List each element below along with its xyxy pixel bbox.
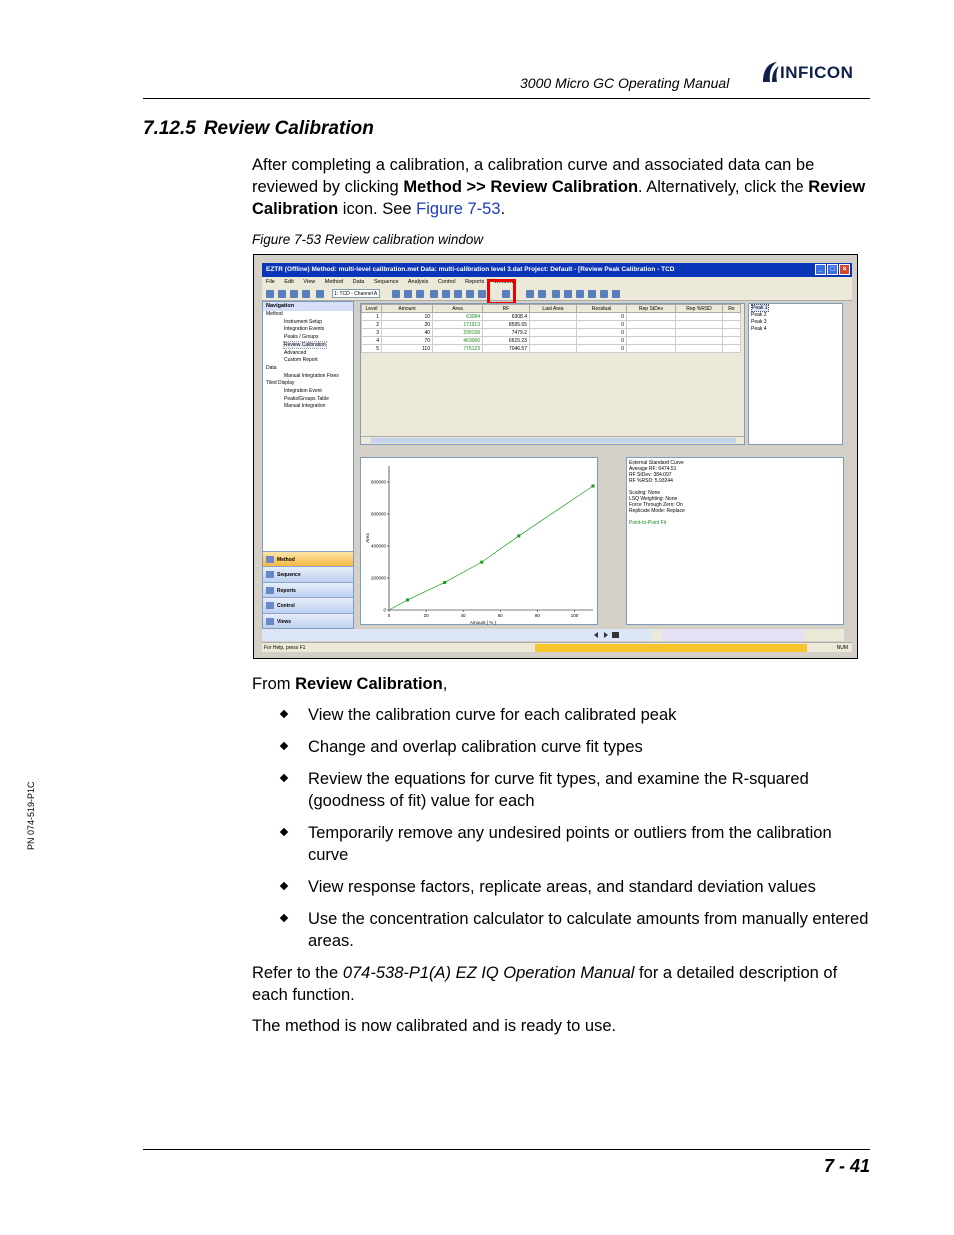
bullet-icon	[280, 914, 288, 922]
cell-level[interactable]: 1	[362, 313, 382, 321]
paste-icon[interactable]	[416, 290, 424, 298]
info-rf-stdev: RF StDev: 384.097	[629, 472, 672, 478]
footer-rule	[143, 1149, 870, 1150]
cell-residual[interactable]: 0	[577, 313, 627, 321]
cell-residual[interactable]: 0	[577, 345, 627, 353]
navigation-header: Navigation	[263, 302, 353, 311]
from-text: From	[252, 675, 296, 693]
cell-residual[interactable]: 0	[577, 329, 627, 337]
status-num-indicator: NUM	[836, 645, 848, 651]
cell-rep-stdev[interactable]	[627, 313, 676, 321]
logo-mark-icon	[760, 60, 780, 84]
col-amount[interactable]: Amount	[382, 305, 433, 313]
cell-residual[interactable]: 0	[577, 321, 627, 329]
intro-bold-1: Method >> Review Calibration	[403, 178, 639, 196]
calibration-point	[517, 534, 520, 537]
refer-text-1: Refer to the	[252, 964, 343, 982]
report-icon[interactable]	[538, 290, 546, 298]
nav-tab-method[interactable]: Method	[263, 551, 353, 567]
maximize-icon[interactable]: □	[827, 264, 838, 275]
calibration-grid-panel	[360, 303, 745, 445]
cell-area[interactable]: 775123	[433, 345, 483, 353]
part-number: PN 074-519-P1C	[26, 781, 36, 850]
review-calibration-screenshot	[253, 254, 858, 659]
x-tick-label: 100	[570, 613, 579, 618]
tree-item-instrument-setup[interactable]: Instrument Setup	[284, 318, 323, 325]
tree-item-peaks-groups-table[interactable]: Peaks/Groups Table	[284, 395, 329, 402]
cell-rf[interactable]: 6308.4	[483, 313, 530, 321]
menu-bar	[262, 277, 852, 287]
cell-re[interactable]	[723, 313, 741, 321]
section-title	[143, 118, 374, 140]
toolbar	[262, 287, 852, 301]
tree-item-peaks-groups[interactable]: Peaks / Groups	[284, 334, 319, 341]
close-icon[interactable]: ×	[839, 264, 850, 275]
refer-paragraph	[252, 962, 867, 1006]
nav-tab-sequence[interactable]: Sequence	[263, 566, 353, 582]
from-line	[252, 673, 867, 695]
nav-tab-control[interactable]: Control	[263, 597, 353, 613]
menu-reports[interactable]: Reports	[465, 279, 485, 285]
col-last-area[interactable]: Last Area	[530, 305, 577, 313]
peak-list	[748, 303, 843, 445]
intro-paragraph	[252, 154, 867, 220]
window-buttons	[815, 264, 850, 275]
print-icon[interactable]	[302, 290, 310, 298]
col-rep-rsd[interactable]: Rep %RSD	[676, 305, 723, 313]
cell-last-area[interactable]	[530, 337, 577, 345]
menu-analysis[interactable]: Analysis	[407, 279, 429, 285]
refer-manual-title: 074-538-P1(A) EZ IQ Operation Manual	[342, 964, 635, 982]
y-tick-label: 0	[383, 607, 386, 613]
info-average-rf: Average RF: 6474.51	[629, 466, 677, 472]
menu-method[interactable]: Method	[324, 279, 344, 285]
menu-file[interactable]: File	[266, 279, 275, 285]
nav-tab-views[interactable]: Views	[263, 613, 353, 629]
cell-area[interactable]: 299168	[433, 329, 483, 337]
minimize-icon[interactable]: _	[815, 264, 826, 275]
col-rf[interactable]: RF	[483, 305, 530, 313]
tree-item-tiled-display[interactable]: Tiled Display	[266, 380, 295, 387]
tree-item-integration-events[interactable]: Integration Events	[284, 326, 325, 333]
calibration-point	[592, 484, 595, 487]
cell-last-area[interactable]	[530, 345, 577, 353]
menu-control[interactable]: Control	[437, 279, 456, 285]
status-bar	[262, 642, 852, 652]
intro-text-2: . Alternatively, click the	[638, 178, 809, 196]
list-item	[281, 736, 871, 758]
figure-caption: Figure 7-53 Review calibration window	[252, 232, 484, 247]
cell-level[interactable]: 2	[362, 321, 382, 329]
tree-item-manual-integration[interactable]: Manual Integration	[284, 403, 326, 410]
list-item-text: View response factors, replicate areas, and standard deviation values	[308, 878, 816, 896]
cut-icon[interactable]	[392, 290, 400, 298]
cell-area[interactable]: 463066	[433, 337, 483, 345]
info-scaling: Scaling: None	[629, 490, 661, 496]
refer-text-2: for a detailed description of each function.	[252, 964, 838, 1004]
list-item-text: Review the equations for curve fit types, and examine the R-squared (goodness of fit) value for each	[308, 770, 809, 810]
save-icon[interactable]	[290, 290, 298, 298]
x-tick-label: 80	[534, 613, 540, 618]
calibration-series-line	[389, 486, 593, 610]
record-nav-icons[interactable]	[592, 630, 622, 640]
cell-re[interactable]	[723, 337, 741, 345]
info-lsq-weighting: LSQ Weighting: None	[629, 496, 678, 502]
logo-text: INFICON	[780, 63, 854, 82]
x-tick-label: 20	[423, 613, 429, 618]
chart-icon[interactable]	[526, 290, 534, 298]
x-tick-label: 40	[460, 613, 466, 618]
info-fit-type: Point-to-Point Fit	[629, 520, 667, 526]
menu-window[interactable]: Window	[493, 279, 514, 285]
navigation-tree	[263, 311, 353, 411]
menu-data[interactable]: Data	[352, 279, 365, 285]
instrument-icon[interactable]	[430, 290, 438, 298]
cell-amount[interactable]: 110	[382, 345, 433, 353]
cell-amount[interactable]: 40	[382, 329, 433, 337]
info-force-zero: Force Through Zero: On	[629, 502, 683, 508]
tree-item-review-calibration[interactable]: Review Calibration	[284, 341, 326, 348]
cell-residual[interactable]: 0	[577, 337, 627, 345]
graph-icon[interactable]	[466, 290, 474, 298]
table-row[interactable]	[362, 321, 741, 329]
table-icon[interactable]	[478, 290, 486, 298]
from-bold: Review Calibration	[295, 675, 443, 693]
cell-amount[interactable]: 70	[382, 337, 433, 345]
cell-area[interactable]: 63084	[433, 313, 483, 321]
section-heading: Review Calibration	[203, 118, 374, 139]
cell-area[interactable]: 171913	[433, 321, 483, 329]
table-row[interactable]	[362, 337, 741, 345]
y-tick-label: 200000	[370, 575, 386, 581]
new-icon[interactable]	[266, 290, 274, 298]
cell-amount[interactable]: 20	[382, 321, 433, 329]
stop-icon[interactable]	[552, 290, 560, 298]
peaks-icon[interactable]	[454, 290, 462, 298]
cell-level[interactable]: 5	[362, 345, 382, 353]
list-item	[281, 908, 871, 952]
cell-last-area[interactable]	[530, 329, 577, 337]
table-row[interactable]	[362, 345, 741, 353]
nav-tab-reports[interactable]: Reports	[263, 582, 353, 598]
cell-rf[interactable]: 7479.2	[483, 329, 530, 337]
calibration-curve-svg	[361, 458, 599, 626]
sequence-run-icon[interactable]	[576, 290, 584, 298]
cell-rep-stdev[interactable]	[627, 337, 676, 345]
cell-level[interactable]: 3	[362, 329, 382, 337]
x-tick-label: 0	[387, 613, 391, 618]
info-replicate-mode: Replicate Mode: Replace	[629, 508, 685, 514]
figure-link[interactable]: Figure 7-53	[416, 200, 501, 218]
status-progress	[535, 644, 807, 652]
tree-item-advanced[interactable]: Advanced	[284, 349, 307, 356]
cell-rep-rsd[interactable]	[676, 329, 723, 337]
open-icon[interactable]	[278, 290, 286, 298]
peak-item[interactable]: Peak 3	[751, 319, 767, 325]
peak-item[interactable]: Peak 1	[752, 305, 768, 311]
channel-select[interactable]: 1: TCD - Channel A	[332, 289, 380, 298]
grid-horizontal-scrollbar[interactable]	[361, 436, 744, 444]
x-axis-label: Amount ( % )	[469, 620, 497, 625]
col-residual[interactable]: Residual	[577, 305, 627, 313]
table-row[interactable]	[362, 313, 741, 321]
cell-rep-rsd[interactable]	[676, 313, 723, 321]
manual-title: 3000 Micro GC Operating Manual	[520, 75, 730, 91]
peak-item[interactable]: Peak 4	[751, 326, 767, 332]
calibration-info-panel	[626, 457, 844, 625]
calibration-point	[443, 581, 446, 584]
cell-level[interactable]: 4	[362, 337, 382, 345]
calibration-point	[406, 598, 409, 601]
cell-amount[interactable]: 10	[382, 313, 433, 321]
bullet-icon	[280, 742, 288, 750]
col-re[interactable]: Re	[723, 305, 741, 313]
list-item	[281, 704, 871, 726]
cell-rep-rsd[interactable]	[676, 321, 723, 329]
header-rule	[143, 98, 870, 99]
scrollbar-thumb[interactable]	[371, 438, 736, 443]
feature-list	[281, 704, 871, 962]
cell-rf[interactable]: 7046.57	[483, 345, 530, 353]
cell-rep-rsd[interactable]	[676, 337, 723, 345]
bullet-icon	[280, 828, 288, 836]
peak-item[interactable]: Peak 2	[751, 312, 767, 318]
cell-last-area[interactable]	[530, 321, 577, 329]
app-title: EZTR (Offline) Method: multi-level calibration.met Data: multi-calibration level 3.dat Project: Default - [Review Peak Calibration - TCD	[266, 266, 675, 273]
table-header-row	[362, 305, 741, 313]
tree-item-data[interactable]: Data	[266, 364, 277, 371]
cell-rep-stdev[interactable]	[627, 345, 676, 353]
bullet-icon	[280, 774, 288, 782]
cell-rf[interactable]: 6615.23	[483, 337, 530, 345]
inficon-logo	[760, 60, 872, 84]
tree-item-integration-event[interactable]: Integration Event	[284, 388, 322, 395]
y-tick-label: 600000	[370, 511, 386, 517]
closing-paragraph: The method is now calibrated and is ready to use.	[252, 1017, 617, 1035]
cell-re[interactable]	[723, 329, 741, 337]
bullet-icon	[280, 710, 288, 718]
y-axis-label: Area	[365, 533, 370, 543]
list-item-text: Use the concentration calculator to calculate amounts from manually entered areas.	[308, 910, 869, 950]
y-tick-label: 400000	[370, 543, 386, 549]
page-number: 7 - 41	[824, 1156, 871, 1176]
cell-re[interactable]	[723, 345, 741, 353]
list-item	[281, 876, 871, 898]
intro-bold-2: Review Calibration	[252, 178, 866, 218]
status-help-text: For Help, press F1	[264, 645, 306, 651]
menu-view[interactable]: View	[303, 279, 316, 285]
menu-sequence[interactable]: Sequence	[373, 279, 399, 285]
cell-rep-stdev[interactable]	[627, 329, 676, 337]
table-row[interactable]	[362, 329, 741, 337]
navigation-panel	[262, 301, 354, 629]
cell-rf[interactable]: 8595.65	[483, 321, 530, 329]
tree-item-manual-integration-fixes[interactable]: Manual Integration Fixes	[284, 372, 339, 379]
integration-icon[interactable]	[442, 290, 450, 298]
tree-item-method[interactable]: Method	[266, 311, 283, 317]
section-number: 7.12.5	[143, 118, 196, 139]
info-curve-type: External Standard Curve	[629, 460, 684, 466]
cell-last-area[interactable]	[530, 313, 577, 321]
col-area[interactable]: Area	[433, 305, 483, 313]
status-icon[interactable]	[600, 290, 608, 298]
list-item	[281, 768, 871, 812]
method-icon[interactable]	[316, 290, 324, 298]
cell-rep-rsd[interactable]	[676, 345, 723, 353]
list-item	[281, 822, 871, 866]
intro-text-3: icon. See	[338, 200, 417, 218]
intro-text-1: After completing a calibration, a calibration curve and associated data can be reviewed by clicking	[252, 156, 815, 196]
col-level[interactable]: Level	[362, 305, 382, 313]
review-calibration-highlight	[487, 279, 516, 305]
cell-rep-stdev[interactable]	[627, 321, 676, 329]
bullet-icon	[280, 882, 288, 890]
app-titlebar	[262, 263, 852, 277]
calibration-curve-chart	[360, 457, 598, 625]
list-item-text: Temporarily remove any undesired points or outliers from the calibration curve	[308, 824, 832, 864]
tree-item-custom-report[interactable]: Custom Report	[284, 357, 318, 364]
record-navigation-strip	[262, 629, 844, 641]
copy-icon[interactable]	[404, 290, 412, 298]
x-tick-label: 60	[497, 613, 503, 618]
pause-icon[interactable]	[588, 290, 596, 298]
help-icon[interactable]	[612, 290, 620, 298]
list-item-text: Change and overlap calibration curve fit types	[308, 738, 643, 756]
calibration-point	[480, 561, 483, 564]
col-rep-stdev[interactable]: Rep StDev	[627, 305, 676, 313]
menu-edit[interactable]: Edit	[284, 279, 294, 285]
calibration-table	[361, 304, 741, 353]
y-tick-label: 800000	[370, 479, 386, 485]
cell-re[interactable]	[723, 321, 741, 329]
run-icon[interactable]	[564, 290, 572, 298]
from-comma: ,	[442, 675, 448, 693]
intro-text-4: .	[500, 200, 506, 218]
navigation-tabs	[263, 551, 353, 629]
list-item-text: View the calibration curve for each calibrated peak	[308, 706, 677, 724]
info-rf-rsd: RF %RSD: 5.93244	[629, 478, 673, 484]
